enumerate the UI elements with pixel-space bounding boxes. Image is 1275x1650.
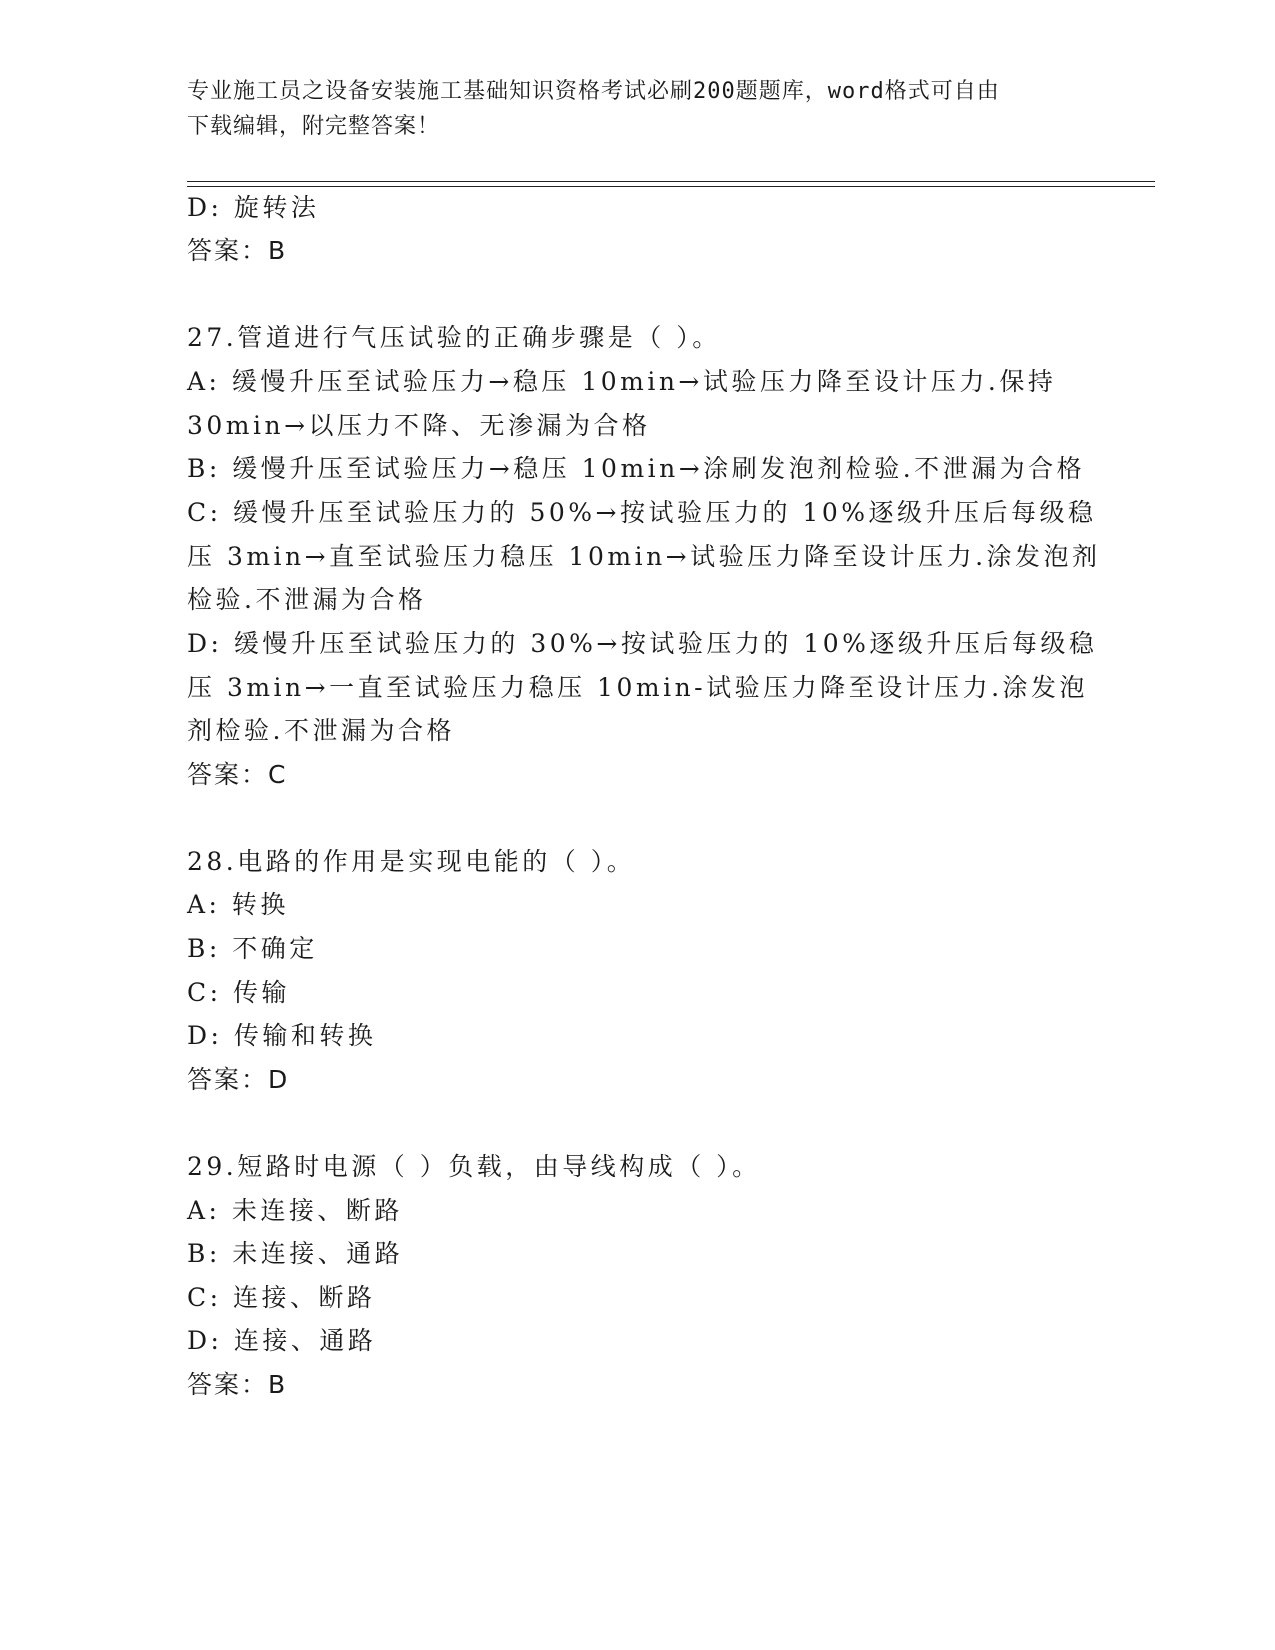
q28-option-b: B: 不确定 <box>187 934 318 963</box>
q28-option-c: C: 传输 <box>187 978 290 1007</box>
q27-option-a-line2: 30min→以压力不降、无渗漏为合格 <box>187 411 651 440</box>
header-rule-bottom <box>187 186 1155 187</box>
header-rule-top <box>187 181 1155 182</box>
q27-option-d-line1: D: 缓慢升压至试验压力的 30%→按试验压力的 10%逐级升压后每级稳 <box>187 629 1098 658</box>
q29-stem: 29.短路时电源（ ）负载，由导线构成（ ）。 <box>187 1152 761 1181</box>
q27-option-d-line2: 压 3min→一直至试验压力稳压 10min-试验压力降至设计压力.涂发泡 <box>187 673 1089 702</box>
q27-option-c-line2: 压 3min→直至试验压力稳压 10min→试验压力降至设计压力.涂发泡剂 <box>187 542 1101 571</box>
q29-option-a: A: 未连接、断路 <box>187 1196 403 1225</box>
header-line-1: 专业施工员之设备安装施工基础知识资格考试必刷200题题库，word格式可自由 <box>187 79 1000 104</box>
q27-option-c-line3: 检验.不泄漏为合格 <box>187 585 427 614</box>
q27-option-c-line1: C: 缓慢升压至试验压力的 50%→按试验压力的 10%逐级升压后每级稳 <box>187 498 1097 527</box>
q29-option-d: D: 连接、通路 <box>187 1326 377 1355</box>
q28-answer: 答案：D <box>187 1065 290 1094</box>
q27-option-a-line1: A: 缓慢升压至试验压力→稳压 10min→试验压力降至设计压力.保持 <box>187 367 1057 396</box>
q28-stem: 28.电路的作用是实现电能的（ ）。 <box>187 847 636 876</box>
q27-stem: 27.管道进行气压试验的正确步骤是（ ）。 <box>187 323 721 352</box>
header-text <box>187 74 1087 144</box>
q27-option-d-line3: 剂检验.不泄漏为合格 <box>187 716 455 745</box>
q27-answer: 答案：C <box>187 760 288 789</box>
prev-answer: 答案：B <box>187 236 288 265</box>
q27-option-b: B: 缓慢升压至试验压力→稳压 10min→涂刷发泡剂检验.不泄漏为合格 <box>187 454 1086 483</box>
q28-option-a: A: 转换 <box>187 890 289 919</box>
q28-option-d: D: 传输和转换 <box>187 1021 377 1050</box>
q29-option-b: B: 未连接、通路 <box>187 1239 404 1268</box>
q29-option-c: C: 连接、断路 <box>187 1283 376 1312</box>
header-line-2: 下载编辑，附完整答案！ <box>187 114 441 139</box>
q29-answer: 答案：B <box>187 1370 288 1399</box>
prev-option-d: D: 旋转法 <box>187 193 320 222</box>
